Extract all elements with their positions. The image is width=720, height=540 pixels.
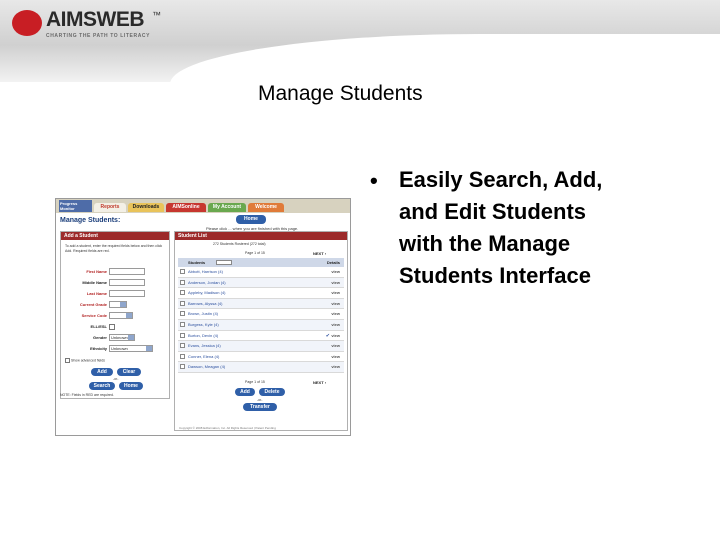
pager-top: Page 1 of 15 <box>245 251 265 255</box>
bullet-line: Students Interface <box>399 262 591 288</box>
add-student-header: Add a Student <box>61 232 169 240</box>
view-link[interactable]: view <box>331 290 340 296</box>
home-button[interactable]: Home <box>236 215 266 224</box>
gender-row <box>63 334 169 343</box>
table-row <box>178 288 344 299</box>
transfer-button[interactable]: Transfer <box>243 403 277 411</box>
view-link[interactable]: view <box>331 269 340 274</box>
table-row <box>178 362 344 373</box>
row-checkbox[interactable] <box>180 311 185 316</box>
logo-trademark: ™ <box>152 10 161 20</box>
view-link[interactable]: view <box>331 279 340 285</box>
page-hint: Please click ... when you are finished with this page. <box>206 226 299 231</box>
tab-reports[interactable]: Reports <box>94 203 126 212</box>
column-details: Details <box>326 260 340 265</box>
student-name-link[interactable]: Evans, Jessica (4) <box>188 343 221 349</box>
logo-mark-icon <box>12 10 42 36</box>
service-code-select[interactable] <box>109 312 133 319</box>
row-checkbox[interactable] <box>180 290 185 295</box>
view-link[interactable]: view <box>331 311 340 317</box>
table-row <box>178 278 344 289</box>
column-students[interactable]: Students <box>188 260 206 265</box>
add-student-panel <box>60 231 170 399</box>
pager-bottom: Page 1 of 15 <box>245 380 265 384</box>
add-student-button[interactable]: Add <box>235 388 255 396</box>
first-name-label: First Name <box>86 269 107 274</box>
search-button[interactable]: Search <box>89 382 115 390</box>
student-name-link[interactable]: Conner, Elena (4) <box>188 353 220 359</box>
ethnicity-row <box>63 345 169 354</box>
aimsweb-logo <box>12 8 172 44</box>
table-row <box>178 309 344 320</box>
row-checkbox[interactable] <box>180 269 185 274</box>
advanced-checkbox[interactable] <box>65 358 70 363</box>
middle-name-label: Middle Name <box>82 280 107 285</box>
slide-title: Manage Students <box>258 82 423 105</box>
add-button[interactable]: Add <box>91 368 113 376</box>
delete-button[interactable]: Delete <box>259 388 285 396</box>
row-checkbox[interactable] <box>180 280 185 285</box>
gender-select[interactable]: Unknown <box>109 334 135 341</box>
bullet-text <box>399 164 699 292</box>
logo-brand-text: AIMSWEB <box>46 8 144 31</box>
current-grade-label: Current Grade <box>79 302 107 307</box>
clear-button[interactable]: Clear <box>117 368 141 376</box>
tab-downloads[interactable]: Downloads <box>128 203 164 212</box>
page-title: Manage Students: <box>60 217 121 224</box>
student-rows <box>178 267 344 373</box>
view-link[interactable]: view <box>331 364 340 370</box>
view-link[interactable]: view <box>331 321 340 327</box>
bullet-marker: • <box>370 168 378 193</box>
student-name-link[interactable]: Dawson, Meagan (4) <box>188 364 226 370</box>
table-row <box>178 352 344 363</box>
student-list-header: Student List <box>175 232 347 240</box>
view-link[interactable]: view <box>331 332 340 338</box>
ell-row <box>63 323 169 332</box>
student-name-link[interactable]: Abbott, Harrison (4) <box>188 269 223 274</box>
ell-checkbox[interactable] <box>109 324 115 330</box>
table-row <box>178 267 344 278</box>
roster-count: 272 Students Rostered (272 total) <box>213 242 266 246</box>
table-row <box>178 299 344 310</box>
student-name-link[interactable]: Anderson, Jordan (4) <box>188 279 226 285</box>
nav-brand[interactable]: Progress Monitor <box>59 200 92 212</box>
next-link-bottom[interactable]: NEXT › <box>313 380 327 385</box>
view-link[interactable]: view <box>331 353 340 359</box>
row-checkbox[interactable] <box>180 301 185 306</box>
row-checkbox[interactable] <box>180 322 185 327</box>
middle-name-row <box>63 279 169 288</box>
view-link[interactable]: view <box>331 300 340 306</box>
table-header <box>178 258 344 267</box>
app-nav-bar <box>56 199 350 213</box>
student-list-panel <box>174 231 348 431</box>
row-checkbox[interactable] <box>180 354 185 359</box>
ethnicity-select[interactable]: Unknown <box>109 345 153 352</box>
advanced-fields-toggle[interactable] <box>65 358 105 363</box>
row-checkbox[interactable] <box>180 364 185 369</box>
table-row <box>178 320 344 331</box>
tab-aimsonline[interactable]: AIMSonline <box>166 203 206 212</box>
ethnicity-label: Ethnicity <box>90 346 107 351</box>
advanced-label: Show advanced fields <box>70 358 106 363</box>
home-button-secondary[interactable]: Home <box>119 382 143 390</box>
bullet-line: and Edit Students <box>399 198 586 224</box>
last-name-label: Last Name <box>86 291 107 296</box>
ell-label: ELL/ESL <box>90 324 107 329</box>
last-name-row <box>63 290 169 299</box>
or-separator: -or- <box>113 377 119 381</box>
or-separator: -or- <box>257 398 263 402</box>
add-student-intro: To add a student, enter the required fields below and then click Add. Required fields are red. <box>65 244 163 253</box>
student-name-link[interactable]: Barrows, Alyssa (4) <box>188 300 223 306</box>
header-curve <box>170 34 720 134</box>
student-name-link[interactable]: Brown, Justin (4) <box>188 311 219 317</box>
table-row <box>178 341 344 352</box>
column-filter-select[interactable] <box>216 260 232 265</box>
tab-my-account[interactable]: My Account <box>208 203 246 212</box>
current-grade-select[interactable] <box>109 301 127 308</box>
current-grade-row <box>63 301 169 310</box>
manage-students-screenshot <box>55 198 351 436</box>
row-checkbox[interactable] <box>180 343 185 348</box>
tab-welcome[interactable]: Welcome <box>248 203 284 212</box>
row-checkbox[interactable] <box>180 333 185 338</box>
required-note: NOTE: Fields in RED are required. <box>60 393 114 397</box>
first-name-row <box>63 268 169 277</box>
view-link[interactable]: view <box>331 343 340 349</box>
student-name-link[interactable]: Burgess, Kyle (4) <box>188 321 219 327</box>
copyright-text: Copyright © 2008 Edformation, Inc. All Rights Reserved | Patent Pending <box>179 426 276 430</box>
last-name-field[interactable] <box>109 290 145 297</box>
status-check-icon: ✔ <box>325 332 330 339</box>
student-name-link[interactable]: Appleby, Madison (4) <box>188 290 226 296</box>
service-code-label: Service Code <box>81 313 107 318</box>
next-link-top[interactable]: NEXT › <box>313 251 327 256</box>
first-name-field[interactable] <box>109 268 145 275</box>
bullet-line: Easily Search, Add, <box>399 167 603 192</box>
service-code-row <box>63 312 169 321</box>
logo-tagline: CHARTING THE PATH TO LITERACY <box>46 33 151 39</box>
table-row <box>178 331 344 342</box>
gender-label: Gender <box>92 335 107 340</box>
bullet-line: with the Manage <box>399 230 571 256</box>
student-name-link[interactable]: Burton, Devin (4) <box>188 332 219 338</box>
middle-name-field[interactable] <box>109 279 145 286</box>
